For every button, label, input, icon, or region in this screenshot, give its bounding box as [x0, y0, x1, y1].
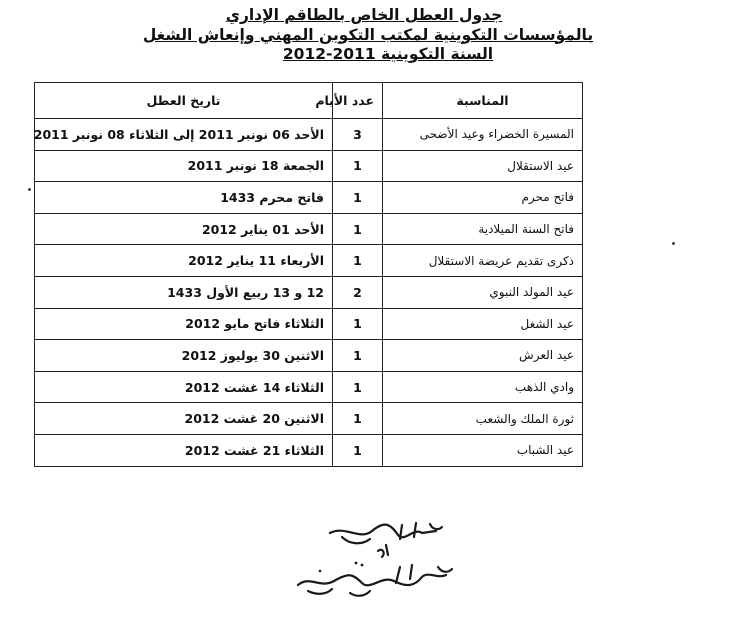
cell-occasion: ذكرى تقديم عريضة الاستقلال: [383, 245, 583, 277]
table-row: [35, 434, 583, 466]
cell-date: الثلاثاء 21 غشت 2012: [35, 434, 333, 466]
table-header-row: [35, 83, 583, 119]
cell-date: فاتح محرم 1433: [35, 182, 333, 214]
cell-date: الثلاثاء فاتح مايو 2012: [35, 308, 333, 340]
cell-days: 1: [333, 340, 383, 372]
cell-days: 3: [333, 119, 383, 151]
cell-days: 1: [333, 434, 383, 466]
header-days: عدد الأيام: [333, 83, 383, 119]
table-row: [35, 276, 583, 308]
cell-occasion: ثورة الملك والشعب: [383, 403, 583, 435]
cell-date: الأحد 01 يناير 2012: [35, 213, 333, 245]
table-row: [35, 182, 583, 214]
cell-occasion: عيد الشباب: [383, 434, 583, 466]
cell-occasion: فاتح السنة الميلادية: [383, 213, 583, 245]
document-header: [0, 6, 752, 65]
cell-date: الأربعاء 11 يناير 2012: [35, 245, 333, 277]
header-date: تاريخ العطل: [35, 83, 333, 119]
cell-occasion: عيد المولد النبوي: [383, 276, 583, 308]
cell-days: 1: [333, 371, 383, 403]
table-row: [35, 150, 583, 182]
academic-year: السنة التكوينية 2011-2012: [282, 45, 494, 63]
cell-occasion: وادي الذهب: [383, 371, 583, 403]
header-occasion: المناسبة: [383, 83, 583, 119]
document-title: جدول العطل الخاص بالطاقم الإداري: [225, 6, 503, 24]
cell-occasion: عيد الشغل: [383, 308, 583, 340]
cell-days: 1: [333, 245, 383, 277]
cell-days: 1: [333, 308, 383, 340]
cell-days: 2: [333, 276, 383, 308]
table-row: [35, 308, 583, 340]
cell-date: الاثنين 20 غشت 2012: [35, 403, 333, 435]
cell-occasion: عيد العرش: [383, 340, 583, 372]
table-row: [35, 403, 583, 435]
table-row: [35, 245, 583, 277]
cell-occasion: المسيرة الخضراء وعيد الأضحى: [383, 119, 583, 151]
table-row: [35, 119, 583, 151]
cell-days: 1: [333, 403, 383, 435]
document-subtitle: بالمؤسسات التكوينية لمكتب التكوين المهني وإنعاش الشغل: [142, 25, 594, 44]
scan-speck: [672, 242, 675, 245]
cell-days: 1: [333, 213, 383, 245]
table-row: [35, 213, 583, 245]
cell-occasion: عيد الاستقلال: [383, 150, 583, 182]
cell-date: الأحد 06 نونبر 2011 إلى الثلاثاء 08 نونبر 2011: [35, 119, 333, 151]
cell-date: الاثنين 30 يوليوز 2012: [35, 340, 333, 372]
cell-date: الثلاثاء 14 غشت 2012: [35, 371, 333, 403]
table-row: [35, 340, 583, 372]
holidays-table: [34, 82, 583, 467]
cell-occasion: فاتح محرم: [383, 182, 583, 214]
handwritten-signature: [290, 515, 460, 600]
cell-date: 12 و 13 ربيع الأول 1433: [35, 276, 333, 308]
cell-date: الجمعة 18 نونبر 2011: [35, 150, 333, 182]
scan-speck: [28, 188, 31, 191]
cell-days: 1: [333, 182, 383, 214]
table-row: [35, 371, 583, 403]
cell-days: 1: [333, 150, 383, 182]
